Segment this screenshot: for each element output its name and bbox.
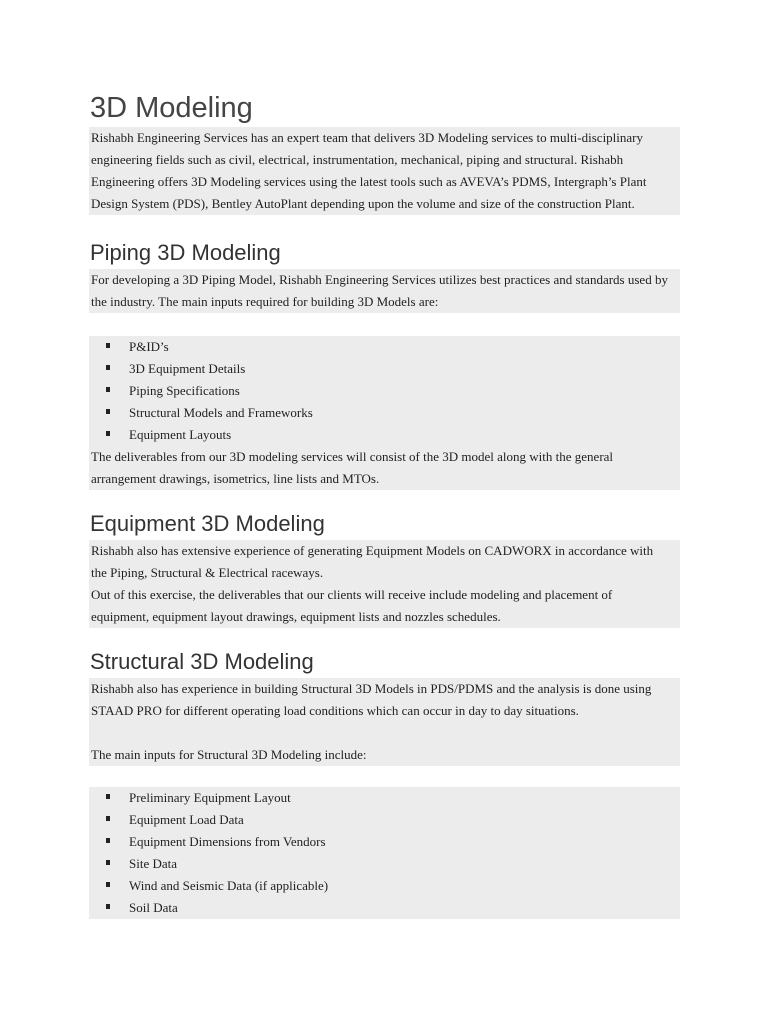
bullet-icon — [106, 431, 110, 436]
bullet-icon — [106, 882, 110, 887]
text-line: Rishabh also has extensive experience of generating Equipment Models on CADWORX in accordance with — [91, 543, 654, 558]
text-line: engineering fields such as civil, electrical, instrumentation, mechanical, piping and structural. Rishabh — [91, 152, 624, 167]
text-line: the industry. The main inputs required for building 3D Models are: — [91, 294, 439, 309]
list-item-text: Equipment Dimensions from Vendors — [129, 834, 326, 849]
equipment-paragraph — [89, 540, 680, 628]
text-line: Engineering offers 3D Modeling services using the latest tools such as AVEVA’s PDMS, Intergraph’s Plant — [91, 174, 647, 189]
text-line — [91, 722, 678, 744]
list-item-text: Site Data — [129, 856, 178, 871]
text-line: the Piping, Structural & Electrical raceways. — [91, 565, 324, 580]
bullet-icon — [106, 387, 110, 392]
list-item — [91, 380, 678, 402]
list-item — [91, 809, 678, 831]
list-item — [91, 424, 678, 446]
section-heading-equipment: Equipment 3D Modeling — [90, 511, 325, 536]
intro-paragraph — [89, 127, 680, 215]
text-line: The main inputs for Structural 3D Modeling include: — [91, 747, 367, 762]
section-heading-piping: Piping 3D Modeling — [90, 240, 281, 265]
list-item — [91, 897, 678, 919]
list-item — [91, 336, 678, 358]
list-item-text: Wind and Seismic Data (if applicable) — [129, 878, 329, 893]
bullet-icon — [106, 794, 110, 799]
text-line: The deliverables from our 3D modeling services will consist of the 3D model along with the general — [91, 449, 614, 464]
structural-inputs-block — [89, 787, 680, 919]
list-item — [91, 853, 678, 875]
page-title: 3D Modeling — [90, 92, 253, 124]
list-item — [91, 402, 678, 424]
text-line: arrangement drawings, isometrics, line lists and MTOs. — [91, 471, 380, 486]
list-item-text: Equipment Layouts — [129, 427, 232, 442]
text-line: Design System (PDS), Bentley AutoPlant depending upon the volume and size of the construction Plant. — [91, 196, 635, 211]
bullet-icon — [106, 838, 110, 843]
bullet-icon — [106, 343, 110, 348]
bullet-icon — [106, 816, 110, 821]
list-item — [91, 875, 678, 897]
list-item-text: Piping Specifications — [129, 383, 240, 398]
list-item — [91, 787, 678, 809]
text-line: Rishabh also has experience in building Structural 3D Models in PDS/PDMS and the analysis is done using — [91, 681, 652, 696]
piping-inputs-list — [91, 336, 678, 446]
section-heading-structural: Structural 3D Modeling — [90, 649, 314, 674]
list-item-text: Structural Models and Frameworks — [129, 405, 313, 420]
piping-inputs-block — [89, 336, 680, 490]
text-line: For developing a 3D Piping Model, Rishabh Engineering Services utilizes best practices and standards used by — [91, 272, 668, 287]
bullet-icon — [106, 409, 110, 414]
bullet-icon — [106, 365, 110, 370]
list-item-text: 3D Equipment Details — [129, 361, 246, 376]
text-line: STAAD PRO for different operating load conditions which can occur in day to day situations. — [91, 703, 579, 718]
bullet-icon — [106, 860, 110, 865]
list-item-text: Equipment Load Data — [129, 812, 244, 827]
text-line: Out of this exercise, the deliverables that our clients will receive include modeling and placement of — [91, 587, 613, 602]
text-line: Rishabh Engineering Services has an expert team that delivers 3D Modeling services to multi-disciplinary — [91, 130, 643, 145]
list-item — [91, 358, 678, 380]
list-item-text: P&ID’s — [129, 339, 169, 354]
structural-paragraph — [89, 678, 680, 766]
piping-paragraph — [89, 269, 680, 313]
list-item-text: Soil Data — [129, 900, 178, 915]
list-item — [91, 831, 678, 853]
bullet-icon — [106, 904, 110, 909]
structural-inputs-list — [91, 787, 678, 919]
list-item-text: Preliminary Equipment Layout — [129, 790, 291, 805]
text-line: equipment, equipment layout drawings, equipment lists and nozzles schedules. — [91, 609, 501, 624]
